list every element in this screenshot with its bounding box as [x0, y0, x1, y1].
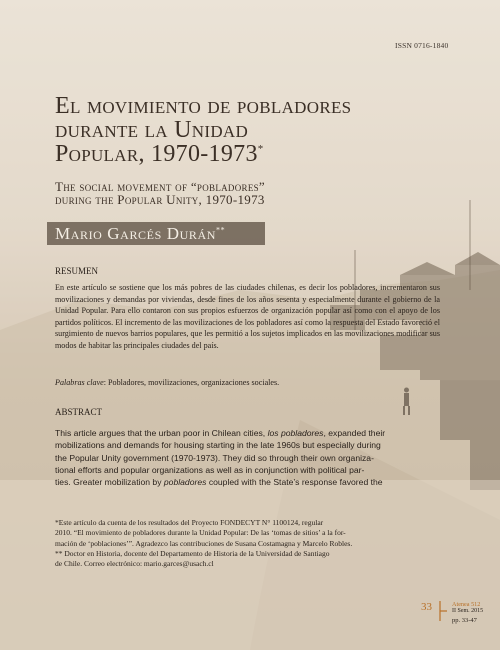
abstract-line-text: mobilizations and demands for housing starting in the late 1960s but especially during	[55, 440, 381, 451]
footnotes	[55, 518, 455, 569]
journal-bracket-icon	[438, 600, 448, 622]
title-line-1: El movimiento de pobladores	[55, 93, 352, 119]
title-line-2: durante la Unidad	[55, 117, 249, 143]
journal-name: Atenea 512	[452, 601, 481, 608]
abstract-line-italic: pobladores	[163, 477, 207, 488]
abstract-text	[55, 427, 455, 488]
abstract-line-italic: los pobladores	[267, 428, 324, 438]
abstract-line-text: coupled with the State’s response favored the	[206, 477, 383, 488]
abstract-line	[55, 439, 455, 451]
subtitle-line-2: during the Popular Unity, 1970-1973	[55, 192, 265, 207]
keywords	[55, 377, 440, 389]
title-line-3-text: Popular, 1970-1973	[55, 141, 258, 167]
issn-label: ISSN 0716-1840	[395, 41, 449, 50]
abstract-line	[55, 427, 455, 439]
resumen-text: En este artículo se sostiene que los más pobres de las ciudades chilenas, es decir los pobladores, incrementaron sus movilizaciones y demandas por viviendas, desde fines de los años sesenta y especialmente durante el gobierno de la Unidad Popular. Para ello contaron con sus propios esfuerzos de organización popular así como con el apoyo de los partidos políticos. El incremento de las movilizaciones de los pobladores así como la respuesta del Estado favoreció el surgimiento de nuevos barrios populares, que les permitió a los sujetos implicados en las movilizaciones modificar sus modos de habitar las principales ciudades del país.	[55, 283, 440, 350]
abstract-line-text: tional efforts and popular organizations as well as in conjunction with political par-	[55, 464, 365, 475]
journal-pages: pp. 33-47	[452, 617, 477, 625]
abstract-line	[55, 476, 455, 488]
abstract-line-text: This article argues that the urban poor in Chilean cities,	[55, 428, 268, 438]
article-subtitle	[55, 180, 385, 206]
article-title	[55, 94, 385, 166]
author-name-text: Mario Garcés Durán	[55, 224, 216, 243]
footnote-line: de Chile. Correo electrónico: mario.garces@usach.cl	[55, 559, 214, 569]
abstract-line-text: the Popular Unity government (1970-1973). They did so through their own organiza-	[55, 452, 374, 463]
subtitle-line-1: The social movement of “pobladores”	[55, 179, 265, 194]
keywords-text: : Pobladores, movilizaciones, organizaciones sociales.	[103, 378, 280, 387]
keywords-label: Palabras clave	[55, 378, 104, 387]
footnote-line: *Este artículo da cuenta de los resultados del Proyecto FONDECYT N° 1100124, regular	[55, 518, 324, 527]
journal-semester: II Sem. 2015	[452, 608, 484, 615]
resumen-heading: RESUMEN	[55, 266, 99, 276]
footnote-line: ** Doctor en Historia, docente del Departamento de Historia de la Universidad de Santiago	[55, 548, 330, 558]
page-number: 33	[421, 601, 432, 613]
footnote-line: 2010. “El movimiento de pobladores durante la Unidad Popular: De las ‘tomas de sitios’ a la for-	[55, 528, 346, 538]
footnote-line: mación de ‘poblaciones’”. Agradezco las contribuciones de Susana Costamagna y Marcelo Robles.	[55, 538, 353, 548]
title-footnote-mark: *	[257, 143, 264, 155]
journal-info	[452, 601, 483, 625]
abstract-heading: ABSTRACT	[55, 407, 103, 417]
abstract-line-text: , expanded their	[323, 428, 386, 438]
author-name	[55, 222, 225, 245]
title-line-3	[55, 142, 385, 166]
abstract-line-text: ties. Greater mobilization by	[55, 477, 164, 488]
abstract-line	[55, 452, 455, 464]
abstract-line	[55, 464, 455, 476]
author-footnote-mark: **	[215, 225, 226, 235]
